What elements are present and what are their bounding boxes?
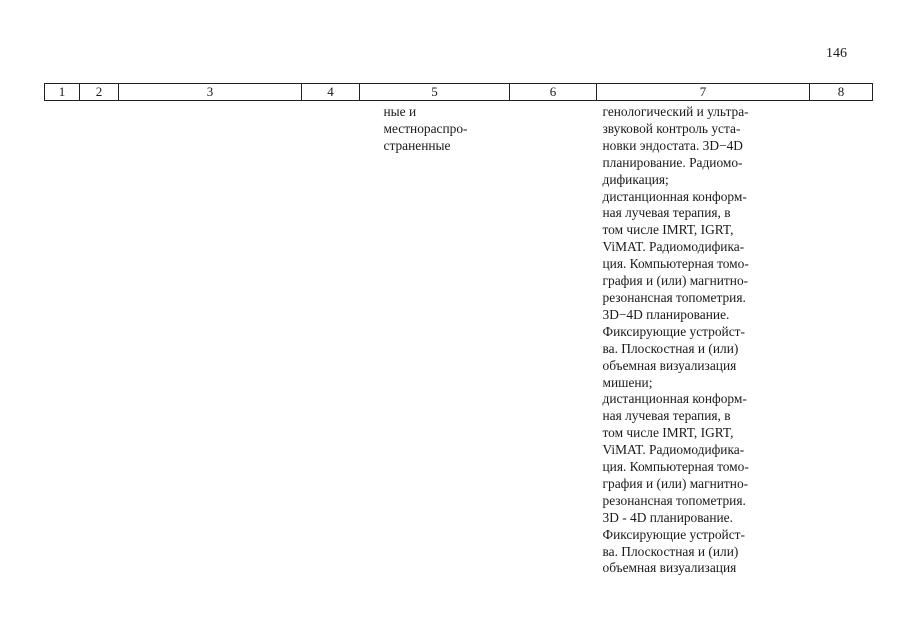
table-row [45, 101, 873, 578]
page-number: 146 [826, 46, 847, 61]
cell-col-3 [119, 101, 302, 578]
column-header-1: 1 [45, 84, 80, 101]
treatment-paragraph-3: дистанционная конформ- ная лучевая терапия, в том числе IMRT, IGRT, ViMAT. Радиомодифика- ция. Компьютерная томо- графия и (или) магнитно- резонансная топометрия. 3D - 4D планирование. Фиксирующие устройст- ва. Плоскостная и (или) объемная визуализация [602, 391, 749, 576]
column-header-6: 6 [510, 84, 597, 101]
cell-col-7 [597, 101, 810, 578]
treatment-method-text [597, 101, 810, 577]
column-header-4: 4 [302, 84, 360, 101]
condition-text: ные и местнораспро- страненные [383, 104, 468, 153]
cell-col-1 [45, 101, 80, 578]
column-header-3: 3 [119, 84, 302, 101]
cell-col-6 [510, 101, 597, 578]
column-header-8: 8 [810, 84, 873, 101]
cell-col-5 [360, 101, 510, 578]
column-header-5: 5 [360, 84, 510, 101]
cell-col-4 [302, 101, 360, 578]
cell-col-2 [80, 101, 119, 578]
column-header-2: 2 [80, 84, 119, 101]
column-header-7: 7 [597, 84, 810, 101]
cell-col-8 [810, 101, 873, 578]
table-header-row [45, 84, 873, 101]
treatment-paragraph-2: дистанционная конформ- ная лучевая терапия, в том числе IMRT, IGRT, ViMAT. Радиомодифика- ция. Компьютерная томо- графия и (или) магнитно- резонансная топометрия. 3D−4D планирование. Фиксирующие устройст- ва. Плоскостная и (или) объемная визуализация мишени; [602, 188, 749, 390]
treatment-table [44, 83, 873, 577]
treatment-paragraph-1: генологический и ультра- звуковой контроль уста- новки эндостата. 3D−4D планирование. Радиомо- дификация; [602, 104, 749, 187]
